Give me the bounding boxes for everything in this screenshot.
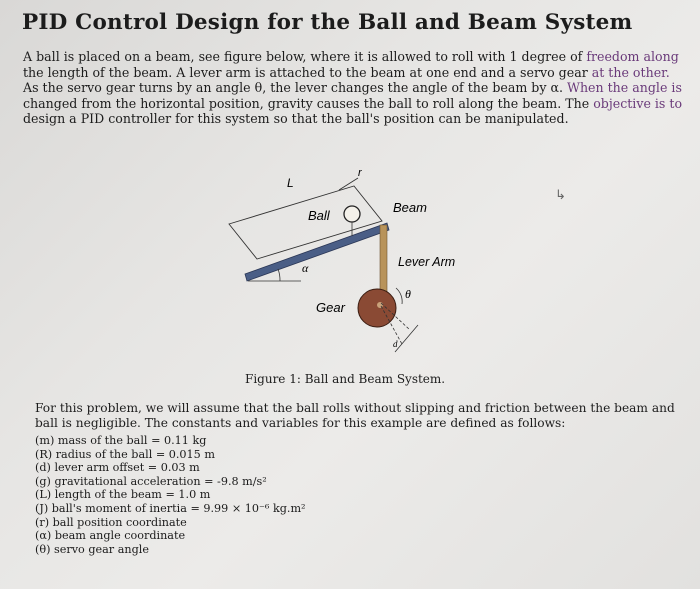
list-item: (θ) servo gear angle bbox=[35, 542, 149, 556]
beam bbox=[245, 223, 389, 281]
alpha-arc bbox=[278, 269, 280, 281]
intro-text: the length of the beam. A lever arm is attached to the beam at one end and a servo gear bbox=[23, 64, 592, 80]
figure-caption: Figure 1: Ball and Beam System. bbox=[245, 372, 446, 386]
variable-list bbox=[35, 434, 306, 556]
list-item: (R) radius of the ball = 0.015 m bbox=[35, 447, 215, 461]
label-theta: θ bbox=[405, 287, 411, 301]
intro-text: changed from the horizontal position, gravity causes the ball to roll along the beam. The bbox=[23, 95, 594, 111]
list-item: (α) beam angle coordinate bbox=[35, 529, 186, 543]
list-item: (m) mass of the ball = 0.11 kg bbox=[35, 434, 207, 447]
d-tick bbox=[395, 325, 418, 352]
list-item: (L) length of the beam = 1.0 m bbox=[35, 488, 211, 502]
page-title: PID Control Design for the Ball and Beam System bbox=[22, 10, 633, 35]
beam-outline bbox=[229, 186, 382, 259]
intro-highlight: freedom along bbox=[586, 49, 679, 64]
label-d: d bbox=[393, 339, 398, 349]
list-item: (r) ball position coordinate bbox=[35, 515, 187, 529]
list-item: (d) lever arm offset = 0.03 m bbox=[35, 461, 200, 475]
theta-arc bbox=[396, 288, 402, 304]
gear bbox=[358, 289, 396, 327]
r-dimension-line bbox=[339, 178, 358, 190]
intro-text: A ball is placed on a beam, see figure below, where it is allowed to roll with 1 degree of bbox=[23, 49, 587, 64]
intro-highlight: objective is to bbox=[593, 95, 683, 111]
label-gear: Gear bbox=[316, 300, 345, 315]
list-item: (g) gravitational acceleration = -9.8 m/s² bbox=[35, 474, 267, 488]
cursor-arrow-icon: ↳ bbox=[555, 188, 566, 203]
gear-hub bbox=[377, 302, 383, 308]
label-lever-arm: Lever Arm bbox=[398, 255, 456, 269]
list-item: (J) ball's moment of inertia = 9.99 × 10⁻⁶ kg.m² bbox=[35, 501, 306, 515]
label-alpha: α bbox=[302, 261, 309, 275]
label-ball: Ball bbox=[308, 208, 330, 223]
intro-text: design a PID controller for this system so that the ball's position can be manipulated. bbox=[23, 111, 569, 127]
assumptions-paragraph: For this problem, we will assume that the ball rolls without slipping and friction between the beam and ball is negligible. The constants and variables for this example are defined as follows: bbox=[35, 401, 675, 430]
label-beam: Beam bbox=[393, 200, 427, 215]
intro-text: As the servo gear turns by an angle θ, the lever changes the angle of the beam by α. bbox=[23, 80, 567, 96]
ball bbox=[344, 206, 360, 222]
intro-highlight: at the other. bbox=[591, 64, 670, 80]
intro-highlight: When the angle is bbox=[567, 80, 682, 96]
label-r: r bbox=[358, 167, 362, 179]
label-L: L bbox=[287, 176, 294, 190]
